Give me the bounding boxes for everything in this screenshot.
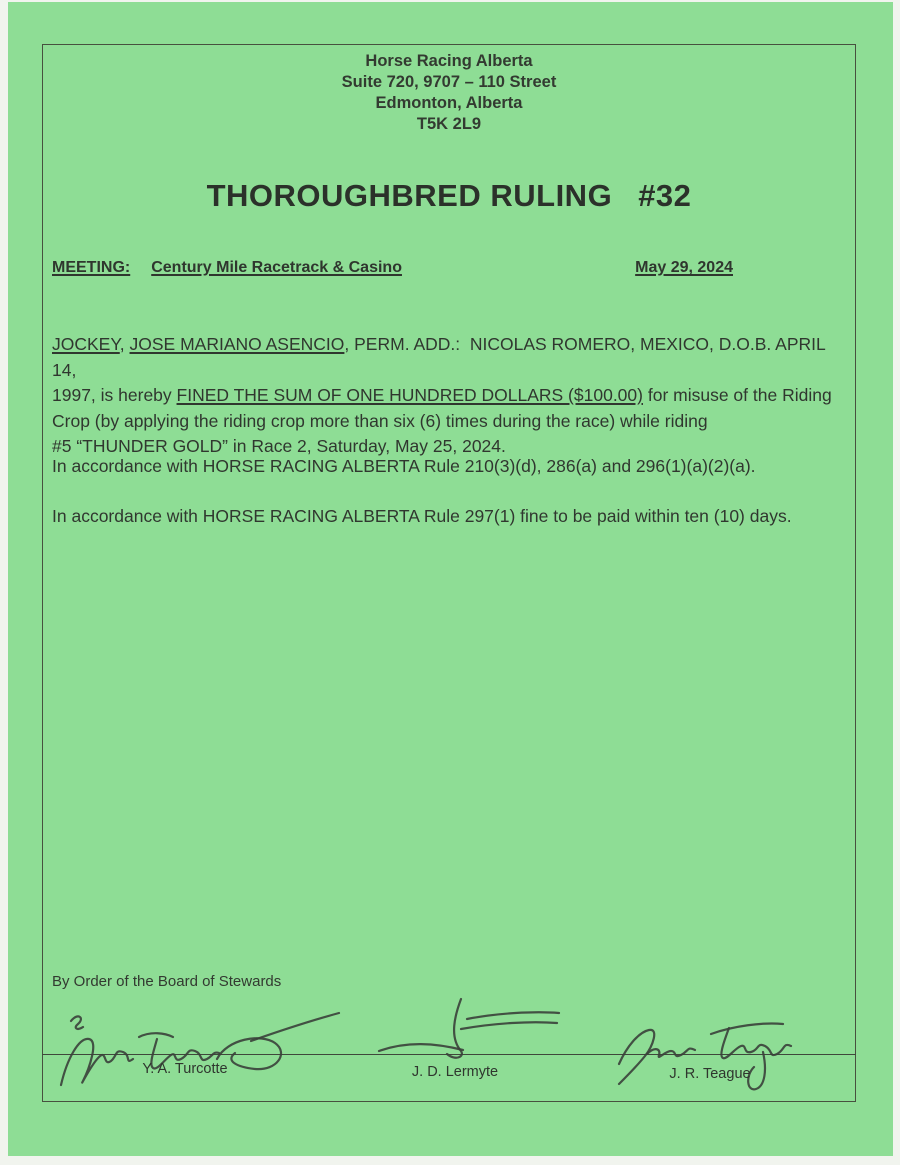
ruling-title xyxy=(43,178,855,214)
signature-stroke xyxy=(71,1016,83,1028)
ruling-paragraph-underlined-text: JOCKEY xyxy=(52,334,120,354)
signature-stroke xyxy=(721,1028,791,1058)
signature-stroke xyxy=(139,1033,173,1037)
by-order-text: By Order of the Board of Stewards xyxy=(52,973,282,990)
org-address-line2: Edmonton, Alberta xyxy=(375,94,523,112)
ruling-paragraph-text: Crop (by applying the riding crop more than six (6) times during the race) while riding xyxy=(52,410,708,431)
meeting-row xyxy=(52,259,855,277)
signature-stroke xyxy=(467,1012,559,1019)
org-name: Horse Racing Alberta xyxy=(365,52,533,70)
ruling-paragraph-text: for misuse of the Riding xyxy=(642,385,832,405)
ruling-paragraph-text: , xyxy=(119,334,130,354)
signature-stroke xyxy=(711,1023,783,1034)
signer-name: Y. A. Turcotte xyxy=(142,1061,228,1077)
org-address-line1: Suite 720, 9707 – 110 Street xyxy=(341,73,557,91)
signature-stroke xyxy=(251,1013,339,1041)
ruling-paragraph xyxy=(52,332,854,460)
ruling-paragraph-text: #5 “THUNDER GOLD” in Race 2, Saturday, May 25, 2024. xyxy=(52,436,506,456)
meeting-date: May 29, 2024 xyxy=(635,259,733,276)
org-postal-code: T5K 2L9 xyxy=(416,115,482,133)
rule-citation-1: In accordance with HORSE RACING ALBERTA Rule 210(3)(d), 286(a) and 296(1)(a)(2)(a). xyxy=(52,456,756,476)
signature-stroke xyxy=(461,1022,557,1029)
signer-name: J. D. Lermyte xyxy=(411,1064,499,1080)
signature-stroke xyxy=(647,1049,695,1057)
signature-stroke xyxy=(379,1044,463,1051)
teague-signature xyxy=(615,1020,810,1100)
ruling-paragraph-underlined-text: FINED THE SUM OF ONE HUNDRED DOLLARS ($100.00) xyxy=(176,385,643,405)
lermyte-signature xyxy=(373,997,573,1067)
letterhead xyxy=(43,51,855,135)
ruling-paragraph-text: , PERM. ADD.: NICOLAS ROMERO, MEXICO, D.O.B. APRIL 14, xyxy=(52,334,826,380)
ruling-paragraph-text: 1997, is hereby xyxy=(52,385,177,405)
rule-citation-2: In accordance with HORSE RACING ALBERTA Rule 297(1) fine to be paid within ten (10) days. xyxy=(52,506,792,526)
meeting-venue: Century Mile Racetrack & Casino xyxy=(151,259,402,276)
signer-name: J. R. Teague xyxy=(669,1066,751,1082)
turcotte-signature xyxy=(55,1007,345,1095)
ruling-paragraph-underlined-text: JOSE MARIANO ASENCIO xyxy=(129,334,345,354)
ruling-number: #32 xyxy=(638,178,692,213)
meeting-label: MEETING: xyxy=(52,259,131,276)
ruling-frame xyxy=(42,44,856,1102)
ruling-title-text: THOROUGHBRED RULING xyxy=(206,178,613,213)
green-paper-scan xyxy=(8,2,893,1156)
